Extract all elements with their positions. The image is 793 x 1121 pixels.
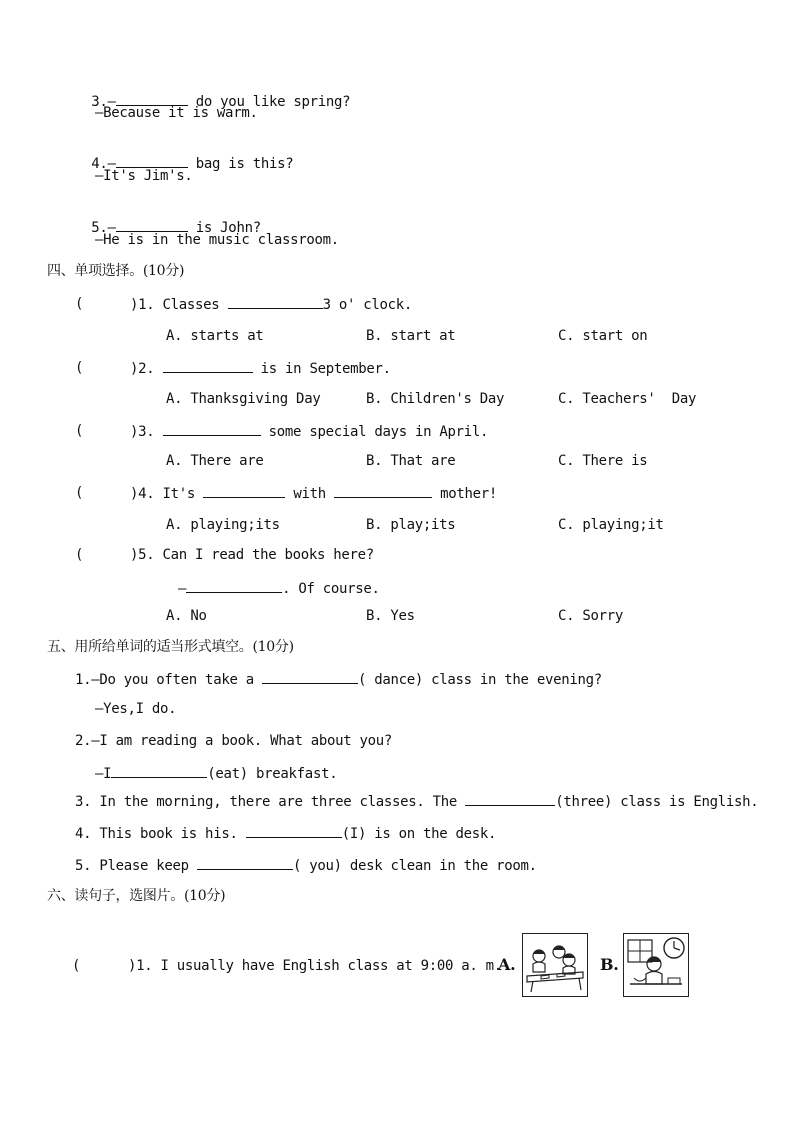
section-heading-4: 四、单项选择。(10分) [47,263,185,279]
option-a[interactable]: A. starts at [166,328,264,344]
option-a[interactable]: A. Thanksgiving Day [166,391,321,407]
option-c[interactable]: C. There is [558,453,648,469]
answer-blank[interactable] [203,484,285,498]
section-heading-5: 五、用所给单词的适当形式填空。(10分) [47,639,294,655]
fill-question-3: 3. In the morning, there are three classes. The (three) class is English. [75,794,759,810]
option-c[interactable]: C. playing;it [558,517,664,533]
answer-blank[interactable] [197,856,293,870]
mc-question-5: )5. Can I read the books here? [130,547,374,563]
picture-option-b-label[interactable]: B. [600,955,619,974]
answer-blank[interactable] [465,792,555,806]
breakfast-clock-picture[interactable] [623,933,689,997]
mc-question-3: )3. some special days in April. [130,424,489,440]
option-c[interactable]: C. start on [558,328,648,344]
paren-left: ( [75,296,84,312]
option-b[interactable]: B. start at [366,328,456,344]
question-text: bag is this? [195,156,294,172]
fill-question-4: 4. This book is his. (I) is on the desk. [75,826,497,842]
picture-option-a-label[interactable]: A. [498,955,516,974]
fill-question-2: 2.—I am reading a book. What about you? [75,733,393,749]
question-text: is John? [195,220,261,236]
answer-blank[interactable] [116,218,188,232]
option-a[interactable]: A. There are [166,453,264,469]
answer-blank[interactable] [334,484,432,498]
answer-line: —Yes,I do. [95,701,177,717]
paren-left: ( [75,547,84,563]
option-b[interactable]: B. play;its [366,517,456,533]
question-text: do you like spring? [195,94,351,110]
fill-question-1: 1.—Do you often take a ( dance) class in the evening? [75,672,602,688]
fill-question-5: 5. Please keep ( you) desk clean in the room. [75,858,537,874]
option-c[interactable]: C. Teachers' Day [558,391,697,407]
answer-line-5: —He is in the music classroom. [95,232,339,248]
answer-blank[interactable] [163,359,253,373]
answer-blank[interactable] [246,824,342,838]
paren-left: ( [75,360,84,376]
students-at-desk-illustration [523,934,587,996]
answer-blank[interactable] [186,579,282,593]
option-a[interactable]: A. No [166,608,207,624]
paren-left: ( [72,958,81,974]
question-number: 3.— [91,94,116,110]
question-number: 5.— [91,220,116,236]
answer-blank[interactable] [228,295,323,309]
classroom-picture[interactable] [522,933,588,997]
answer-line-4: —It's Jim's. [95,168,193,184]
section-heading-6: 六、读句子，选图片。(10分) [47,888,226,904]
mc-question-2: )2. is in September. [130,361,391,377]
paren-left: ( [75,423,84,439]
answer-line-3: —Because it is warm. [95,105,258,121]
answer-blank[interactable] [163,422,261,436]
answer-blank[interactable] [111,764,207,778]
option-b[interactable]: B. That are [366,453,456,469]
answer-blank[interactable] [116,154,188,168]
mc-question-1: )1. Classes 3 o' clock. [130,297,412,313]
option-b[interactable]: B. Yes [366,608,415,624]
answer-blank[interactable] [262,670,358,684]
option-b[interactable]: B. Children's Day [366,391,505,407]
reply-line: — . Of course. [178,581,380,597]
option-c[interactable]: C. Sorry [558,608,624,624]
question-number: 4.— [91,156,116,172]
boy-with-clock-illustration [624,934,688,996]
picture-question-1: )1. I usually have English class at 9:00 a. m. [128,958,502,974]
paren-left: ( [75,485,84,501]
answer-line: —I (eat) breakfast. [95,766,338,782]
mc-question-4: )4. It's with mother! [130,486,498,502]
option-a[interactable]: A. playing;its [166,517,280,533]
